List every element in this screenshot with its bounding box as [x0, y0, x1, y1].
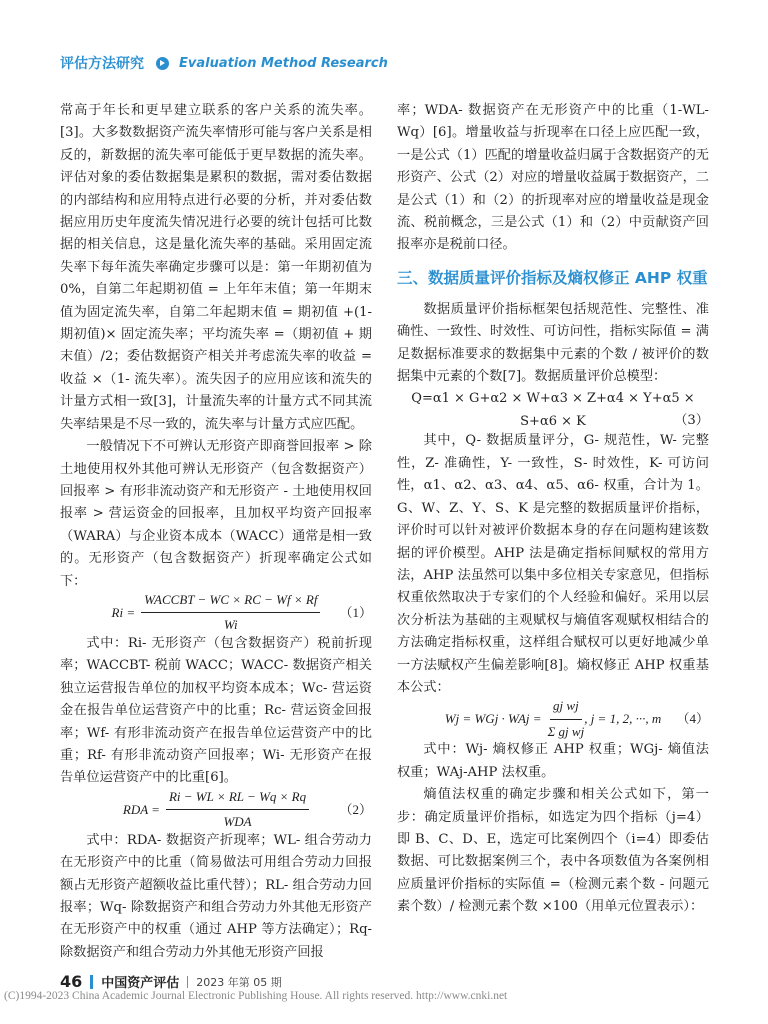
issue-label: 2023 年第 05 期 — [196, 975, 282, 989]
paragraph: 式中：Wj- 熵权修正 AHP 权重；WGj- 熵值法权重；WAj-AHP 法权重。 — [397, 742, 709, 780]
paragraph: 式中：Ri- 无形资产（包含数据资产）税前折现率；WACCBT- 税前 WACC；WACC- 数据资产相关独立运营报告单位的加权平均资本成本；Wc- 营运资金在报告单位运营资产中的比重；Rc- 营运资金回报率；Wf- 有形非流动资产在报告单位运营资产中的比重；Rf- 有形非流动资产回报率；Wi- 无形资产在报告单位运营资产中的比重[6]。 — [60, 635, 372, 786]
formula-lhs: RDA = — [122, 801, 160, 817]
running-header — [60, 52, 388, 74]
numerator: WACCBT − WC × RC − Wf × Rf — [141, 589, 320, 613]
fraction — [548, 695, 585, 743]
denominator: Wi — [223, 617, 238, 633]
formula-3: Q=α1 × G+α2 × W+α3 × Z+α4 × Y+α5 × S+α6 × K — [411, 391, 695, 429]
formula-1 — [60, 593, 372, 633]
footer-accent-bar — [90, 975, 93, 989]
equation-number: （3） — [674, 413, 709, 429]
header-title-en: Evaluation Method Research — [179, 55, 388, 71]
formula-2 — [60, 790, 372, 830]
footer-divider — [187, 976, 188, 988]
right-column — [397, 100, 709, 919]
formula-tail: , j = 1, 2, ···, m — [584, 711, 662, 727]
journal-name: 中国资产评估 — [101, 976, 180, 991]
fraction — [166, 786, 309, 834]
paragraph: 其中，Q- 数据质量评分，G- 规范性，W- 完整性，Z- 准确性，Y- 一致性，S- 时效性，K- 可访问性，α1、α2、α3、α4、α5、α6- 权重，合计为 1。G、W、Z、Y、S、K 是完整的数据质量评价指标，评价时可以针对被评价数据本身的存在问题构建该数据的评价模型。AHP 法是确定指标间赋权的常用方法，AHP 法虽然可以集中多位相关专家意见，但指标权重依然取决于专家们的个人经验和偏好。采用以层次分析法为基础的主观赋权与熵值客观赋权相结合的方法确定指标权重，这样组合赋权可以更好地减少单一方法赋权产生偏差影响[8]。熵权修正 AHP 权重基本公式： — [397, 433, 709, 695]
denominator: Σ gj wj — [547, 723, 585, 739]
formula-4 — [397, 699, 709, 739]
fraction — [141, 589, 320, 637]
equation-number: （4） — [676, 711, 709, 727]
section-title: 三、数据质量评价指标及熵权修正 AHP 权重 — [397, 268, 708, 287]
formula-lhs: Wj = WGj · WAj = — [444, 711, 542, 727]
page-footer — [60, 972, 282, 991]
paragraph: 一般情况下不可辨认无形资产即商誉回报率 > 除土地使用权外其他可辨认无形资产（包含数据资产）回报率 > 有形非流动资产和无形资产 - 土地使用权回报率 > 营运资金的回报率，且加权平均资产回报率（WARA）与企业资本成本（WACC）通常是相一致的。无形资产（包含数据资产）折现率确定公式如下： — [60, 439, 372, 589]
header-title-cn: 评估方法研究 — [60, 56, 144, 72]
paragraph: 数据质量评价指标框架包括规范性、完整性、准确性、一致性、时效性、可访问性，指标实际值 = 满足数据标准要求的数据集中元素的个数 / 被评价的数据集中元素的个数[7]。数据质量评价总模型： — [397, 301, 709, 385]
paragraph: 式中：RDA- 数据资产折现率；WL- 组合劳动力在无形资产中的比重（简易做法可用组合劳动力回报额占无形资产超额收益比重代替）；RL- 组合劳动力回报率；Wq- 除数据资产和组合劳动力外其他无形资产在无形资产中的权重（通过 AHP 等方法确定）；Rq- 除数据资产和组合劳动力外其他无形资产回报 — [60, 832, 372, 960]
denominator: WDA — [223, 814, 252, 830]
copyright-watermark: (C)1994-2023 China Academic Journal Electronic Publishing House. All rights reserved. http://www.cnki.net — [4, 990, 508, 1002]
formula-lhs: Ri = — [111, 604, 136, 620]
paragraph: 常高于年长和更早建立联系的客户关系的流失率。[3]。大多数数据资产流失率情形可能与客户关系是相反的，新数据的流失率可能低于更早数据的流失率。评估对象的委估数据集是累积的数据，需对委估数据的内部结构和应用特点进行必要的分析，并对委估数据应用历史年度流失情况进行必要的统计包括可比数据的相关信息，这是量化流失率的基础。采用固定流失率下每年流失率确定步骤可以是：第一年期初值为 0%，自第二年起期初值 = 上年年末值；第一年期末值为固定流失率，自第二年起期末值 = 期初值 +(1- 期初值)× 固定流失率；平均流失率 =（期初值 + 期末值）/2；委估数据资产相关并考虑流失率的收益 = 收益 ×（1- 流失率）。流失因子的应用应该和流失的计量方式相一致[3]，计量流失率的计量方式不同其流失率结果是不尽一致的，流失率与计量方式应匹配。 — [60, 103, 372, 432]
paragraph: 熵值法权重的确定步骤和相关公式如下，第一步：确定质量评价指标，如选定为四个指标（j=4）即 B、C、D、E，选定可比案例四个（i=4）即委估数据、可比数据案例三个，表中各项数值为各案例相应质量评价指标的实际值 =（检测元素个数 - 问题元素个数）/ 检测元素个数 ×100（用单元位置表示）： — [397, 787, 709, 915]
paragraph: 率；WDA- 数据资产在无形资产中的比重（1-WL-Wq）[6]。增量收益与折现率在口径上应匹配一致，一是公式（1）匹配的增量收益归属于含数据资产的无形资产、公式（2）对应的增量收益属于数据资产，二是公式（1）和（2）的折现率对应的增量收益是现金流、税前概念，三是公式（1）和（2）中贡献资产回报率亦是税前口径。 — [397, 103, 709, 253]
equation-number: （2） — [339, 801, 372, 817]
header-arrow-icon — [156, 57, 169, 70]
left-column — [60, 100, 372, 964]
numerator: Ri − WL × RL − Wq × Rq — [166, 786, 309, 810]
numerator: gj wj — [550, 695, 582, 719]
page-number: 46 — [60, 972, 83, 991]
equation-number: （1） — [339, 604, 372, 620]
